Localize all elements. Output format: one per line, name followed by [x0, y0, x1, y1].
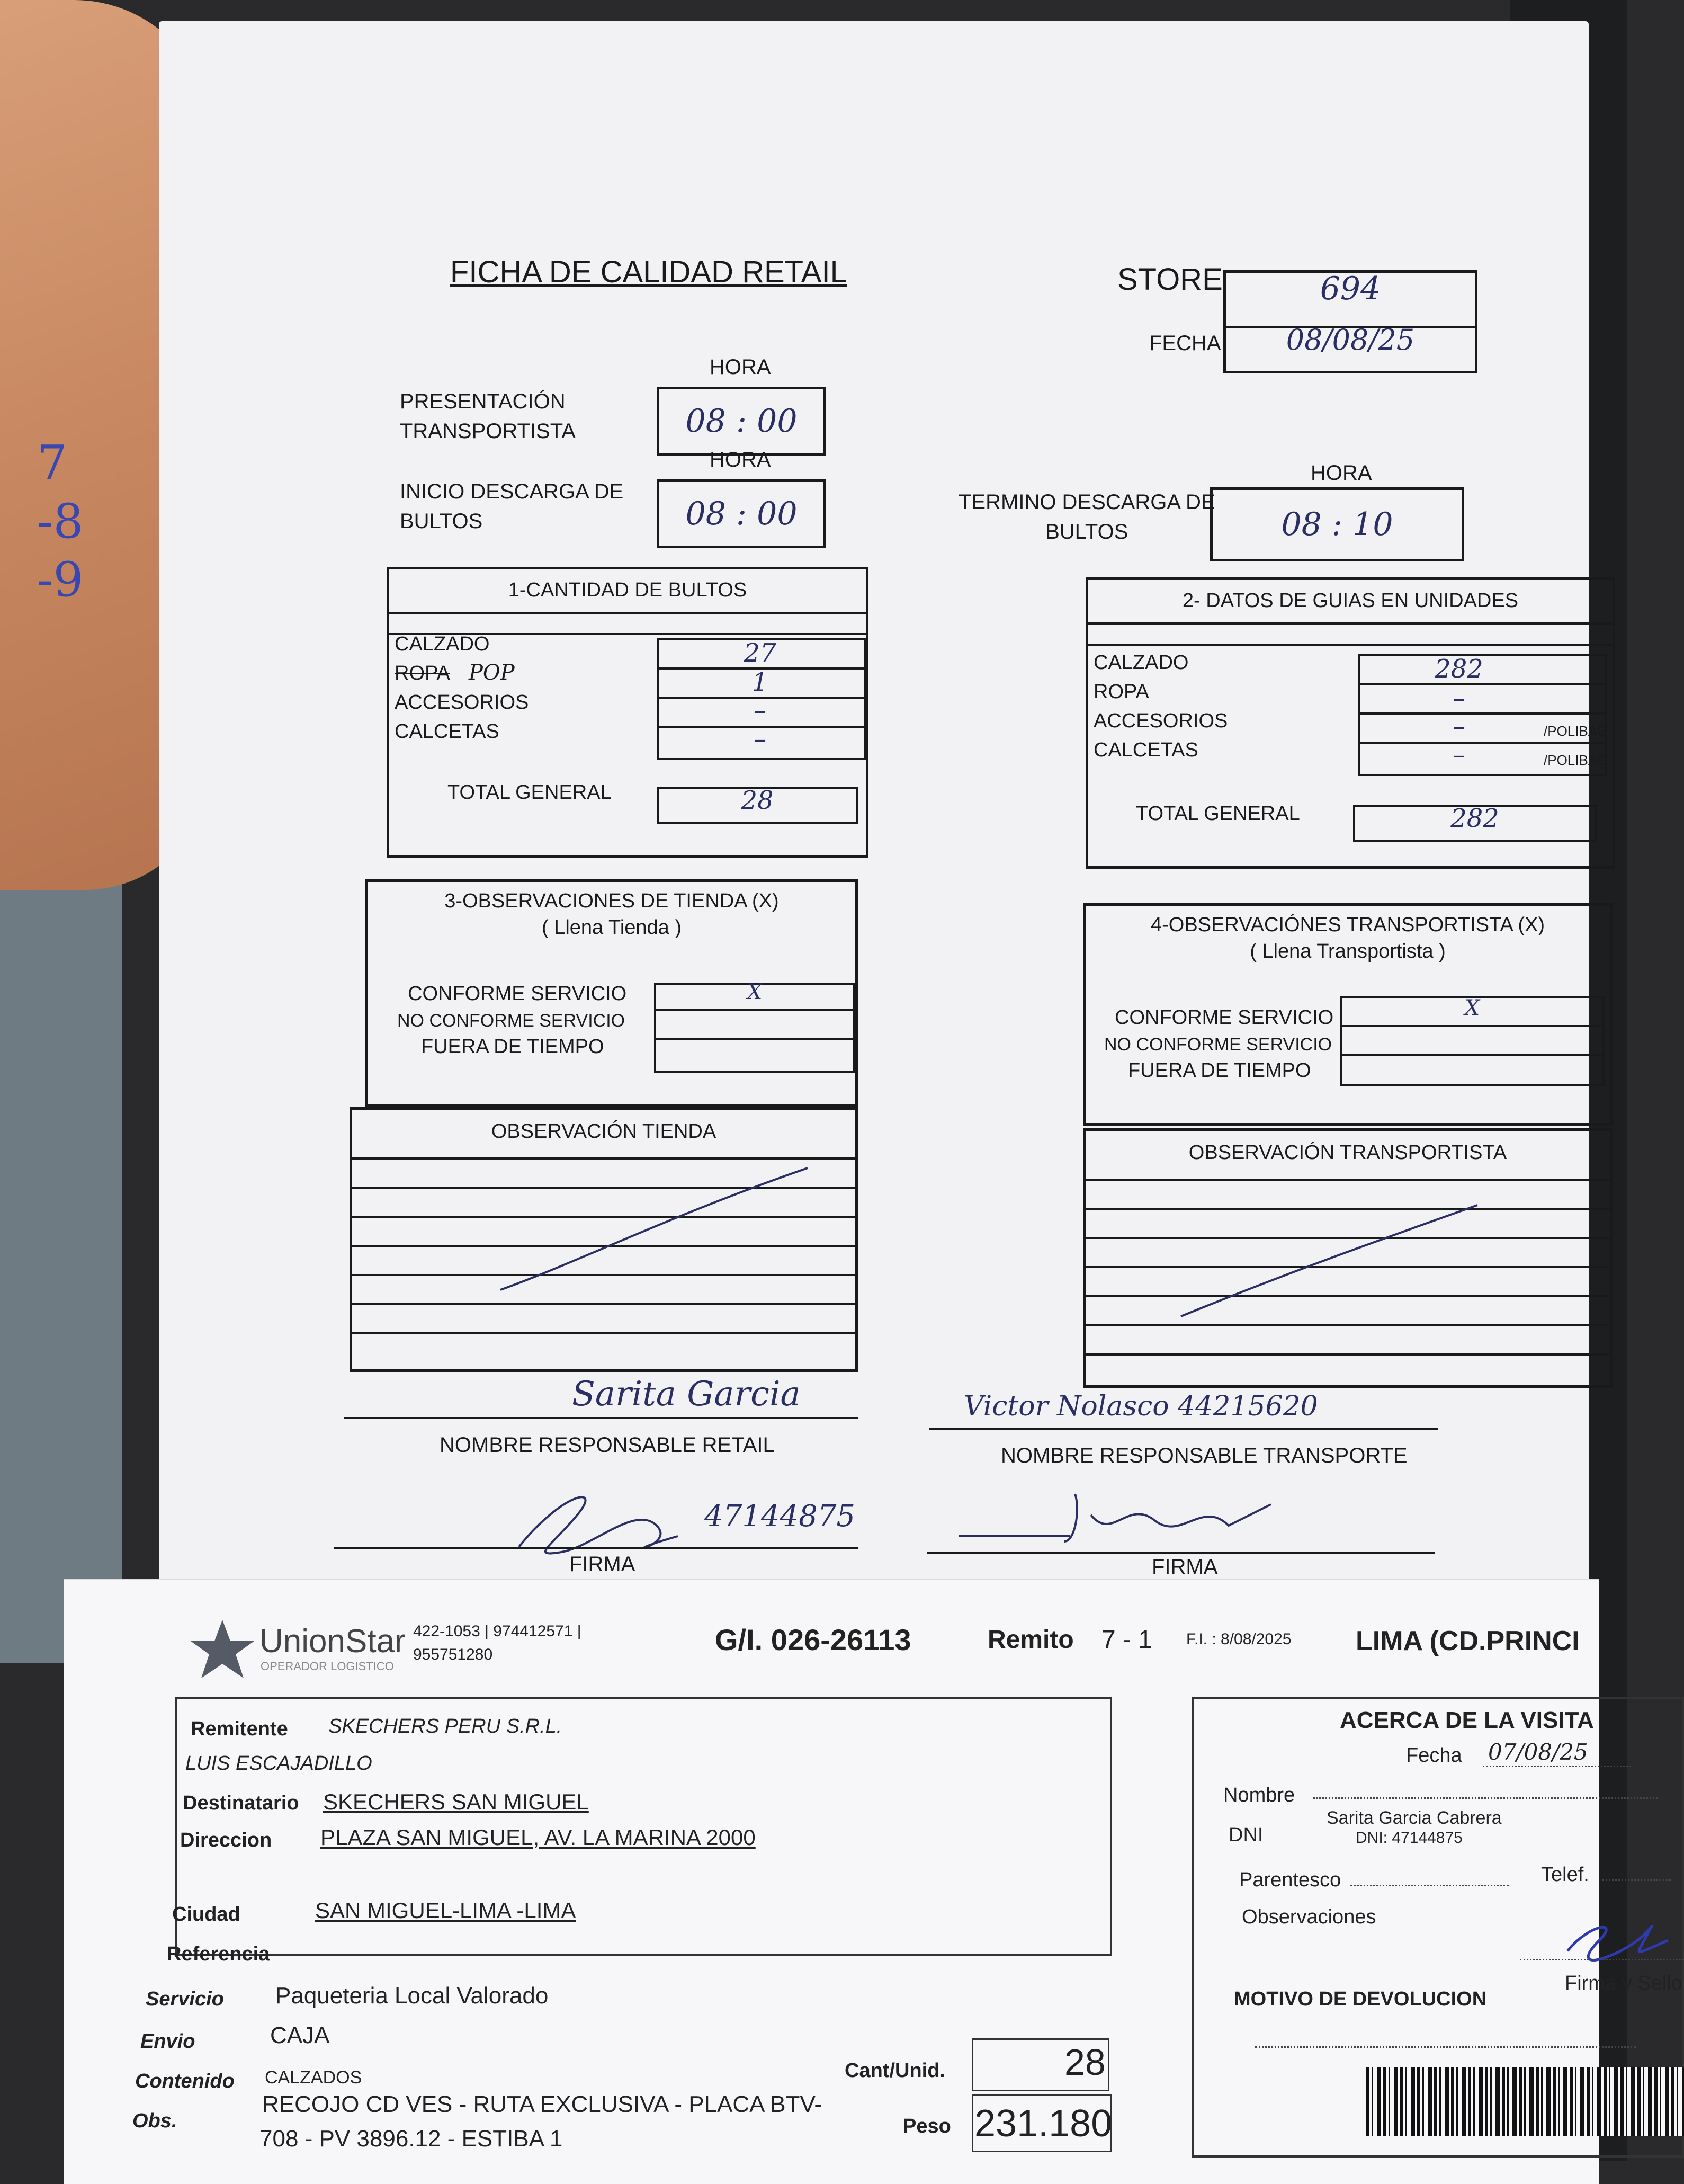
visita-title: ACERCA DE LA VISITA — [1340, 1707, 1594, 1733]
firma-transporte-signature — [953, 1478, 1282, 1552]
s1-total-label: TOTAL GENERAL — [447, 781, 612, 804]
s3-fuera-tiempo-label: FUERA DE TIEMPO — [421, 1036, 604, 1058]
brand-name: UnionStar — [259, 1623, 406, 1660]
s4-fuera-tiempo-label: FUERA DE TIEMPO — [1128, 1059, 1311, 1082]
nombre-line — [1313, 1797, 1658, 1799]
fecha-impresion: F.I. : 8/08/2025 — [1186, 1630, 1292, 1648]
presentacion-label: PRESENTACIÓN TRANSPORTISTA — [400, 390, 576, 443]
divider — [1340, 1054, 1605, 1056]
s1-row-ropa: ROPA — [395, 662, 450, 684]
s1-ropa-note: POP — [469, 661, 515, 685]
s4-conforme-label: CONFORME SERVICIO — [1115, 1006, 1334, 1029]
observacion-transportista-box — [1083, 1128, 1613, 1388]
observacion-tienda-box — [350, 1107, 858, 1372]
s2-value-ropa: – — [1453, 683, 1465, 713]
obs-label: Obs. — [132, 2110, 177, 2132]
s1-row-calcetas: CALCETAS — [395, 720, 499, 743]
obs-value-line-1: RECOJO CD VES - RUTA EXCLUSIVA - PLACA BTV- — [262, 2091, 822, 2117]
city-header: LIMA (CD.PRINCI — [1356, 1626, 1580, 1656]
barcode — [1366, 2067, 1684, 2136]
s2-polibag-1: /POLIBAG — [1544, 723, 1608, 739]
retail-quality-form — [159, 21, 1608, 1589]
section3-subtitle: ( Llena Tienda ) — [541, 916, 682, 939]
divider — [334, 1547, 858, 1549]
visita-fecha-line — [1483, 1766, 1631, 1767]
responsable-retail-name: Sarita Garcia — [572, 1375, 801, 1414]
s1-row-accesorios: ACCESORIOS — [395, 691, 529, 714]
referencia-label: Referencia — [167, 1943, 270, 1965]
quality-form-sheet — [132, 21, 1682, 2161]
responsable-transporte-label: NOMBRE RESPONSABLE TRANSPORTE — [1001, 1444, 1408, 1467]
servicio-value: Paqueteria Local Valorado — [275, 1983, 549, 2009]
destinatario-value: SKECHERS SAN MIGUEL — [323, 1789, 589, 1814]
firma-sello-label: Firma y Sello — [1565, 1972, 1682, 1994]
guia-number: G/I. 026-26113 — [715, 1623, 911, 1656]
firma-line — [1520, 1959, 1684, 1960]
divider — [1088, 644, 1613, 646]
sleeve — [0, 816, 122, 1663]
peso-value: 231.180 — [974, 2102, 1113, 2145]
s2-total-value: 282 — [1450, 804, 1499, 833]
envio-value: CAJA — [270, 2022, 330, 2048]
section1-title: 1-CANTIDAD DE BULTOS — [508, 579, 747, 601]
direccion-value: PLAZA SAN MIGUEL, AV. LA MARINA 2000 — [320, 1825, 756, 1850]
responsable-transporte-name: Victor Nolasco 44215620 — [964, 1390, 1318, 1422]
form-title: FICHA DE CALIDAD RETAIL — [450, 255, 847, 289]
observaciones-label: Observaciones — [1242, 1906, 1376, 1928]
hand-pen-marks: 7 -8 -9 — [37, 435, 84, 608]
contenido-value: CALZADOS — [265, 2067, 362, 2088]
telef-line — [1602, 1879, 1671, 1881]
divider — [1340, 1025, 1605, 1027]
divider — [654, 1038, 855, 1040]
hora-label-2: HORA — [710, 448, 771, 471]
s1-value-calzado: 27 — [744, 638, 776, 668]
s2-value-calcetas: – — [1453, 740, 1465, 770]
s2-row-ropa: ROPA — [1094, 681, 1149, 703]
parentesco-label: Parentesco — [1239, 1869, 1341, 1891]
fecha-label: FECHA — [1149, 332, 1221, 355]
s2-total-label: TOTAL GENERAL — [1136, 803, 1300, 825]
section-observaciones-transportista — [1083, 903, 1613, 1126]
dni-label: DNI — [1229, 1824, 1264, 1846]
dni-value: DNI: 47144875 — [1356, 1829, 1463, 1847]
s1-value-ropa: 1 — [751, 667, 768, 697]
s2-polibag-2: /POLIBAG — [1544, 752, 1608, 768]
divider — [1088, 622, 1613, 625]
section4-subtitle: ( Llena Transportista ) — [1250, 940, 1446, 962]
destinatario-label: Destinatario — [183, 1792, 299, 1814]
termino-time: 08 : 10 — [1281, 506, 1393, 543]
presentacion-time: 08 : 00 — [685, 403, 798, 440]
peso-label: Peso — [903, 2115, 951, 2137]
phones: 422-1053 | 974412571 | 955751280 — [413, 1623, 581, 1663]
section-datos-guias — [1086, 577, 1615, 869]
shipping-receipt — [64, 1579, 1682, 2184]
servicio-label: Servicio — [146, 1988, 224, 2010]
cant-label: Cant/Unid. — [845, 2060, 945, 2082]
contact-name: LUIS ESCAJADILLO — [185, 1752, 372, 1775]
unionstar-logo-icon — [185, 1617, 259, 1681]
hora-label-3: HORA — [1311, 461, 1372, 485]
nombre-label: Nombre — [1223, 1784, 1295, 1806]
responsable-retail-label: NOMBRE RESPONSABLE RETAIL — [440, 1433, 775, 1457]
visita-fecha-value: 07/08/25 — [1488, 1739, 1588, 1765]
inicio-time: 08 : 00 — [685, 495, 798, 532]
firma-retail-dni: 47144875 — [704, 1499, 856, 1534]
telef-label: Telef. — [1541, 1864, 1589, 1886]
remitente-value: SKECHERS PERU S.R.L. — [328, 1715, 562, 1737]
inicio-label: INICIO DESCARGA DE BULTOS — [400, 480, 624, 533]
obs-tienda-title: OBSERVACIÓN TIENDA — [491, 1120, 716, 1143]
section3-title: 3-OBSERVACIONES DE TIENDA (X) — [444, 890, 779, 912]
s1-value-accesorios: – — [754, 696, 766, 725]
fecha-value: 08/08/25 — [1286, 323, 1415, 356]
s2-row-accesorios: ACCESORIOS — [1094, 710, 1228, 732]
s4-conforme-mark: X — [1464, 996, 1480, 1020]
ciudad-label: Ciudad — [172, 1903, 240, 1926]
cant-value: 28 — [1064, 2042, 1106, 2083]
section2-title: 2- DATOS DE GUIAS EN UNIDADES — [1182, 590, 1519, 612]
s2-row-calzado: CALZADO — [1094, 652, 1189, 674]
divider — [654, 1009, 855, 1011]
obs-value-line-2: 708 - PV 3896.12 - ESTIBA 1 — [259, 2126, 563, 2152]
firma-retail-label: FIRMA — [569, 1553, 635, 1576]
store-label: STORE — [1117, 262, 1223, 297]
store-value: 694 — [1320, 270, 1381, 307]
s3-no-conforme-label: NO CONFORME SERVICIO — [397, 1011, 625, 1031]
s2-value-calzado: 282 — [1435, 654, 1483, 684]
obs-transp-strike — [1086, 1131, 1615, 1390]
visita-fecha-label: Fecha — [1406, 1744, 1462, 1767]
section-observaciones-tienda — [365, 879, 858, 1107]
s3-conforme-label: CONFORME SERVICIO — [408, 983, 627, 1005]
divider — [929, 1428, 1438, 1430]
motivo-line — [1255, 2046, 1636, 2048]
divider — [344, 1417, 858, 1419]
motivo-label: MOTIVO DE DEVOLUCION — [1234, 1988, 1487, 2010]
hora-label-1: HORA — [710, 355, 771, 379]
s1-total-value: 28 — [741, 786, 774, 815]
divider — [389, 612, 866, 614]
termino-label: TERMINO DESCARGA DE BULTOS — [959, 491, 1215, 543]
remitente-label: Remitente — [191, 1718, 288, 1740]
ciudad-value: SAN MIGUEL-LIMA -LIMA — [315, 1898, 576, 1923]
s3-conforme-mark: X — [747, 980, 763, 1004]
s2-row-calcetas: CALCETAS — [1094, 739, 1198, 761]
s2-value-accesorios: – — [1453, 711, 1465, 741]
section-cantidad-bultos — [387, 567, 868, 858]
s4-no-conforme-label: NO CONFORME SERVICIO — [1104, 1035, 1332, 1055]
firma-transporte-label: FIRMA — [1152, 1555, 1218, 1579]
remito-value: 7 - 1 — [1101, 1626, 1153, 1654]
s1-row-calzado: CALZADO — [395, 633, 490, 655]
envio-label: Envio — [140, 2030, 195, 2053]
s1-value-calcetas: – — [754, 724, 766, 754]
direccion-label: Direccion — [180, 1829, 272, 1851]
remito-label: Remito — [988, 1626, 1074, 1654]
parentesco-line — [1350, 1885, 1509, 1886]
nombre-value: Sarita Garcia Cabrera — [1327, 1808, 1502, 1828]
contenido-label: Contenido — [135, 2070, 235, 2092]
brand-subtitle: OPERADOR LOGISTICO — [261, 1660, 394, 1673]
obs-transp-title: OBSERVACIÓN TRANSPORTISTA — [1188, 1142, 1507, 1164]
obs-tienda-strike — [352, 1110, 861, 1375]
section4-title: 4-OBSERVACIÓNES TRANSPORTISTA (X) — [1151, 914, 1545, 936]
